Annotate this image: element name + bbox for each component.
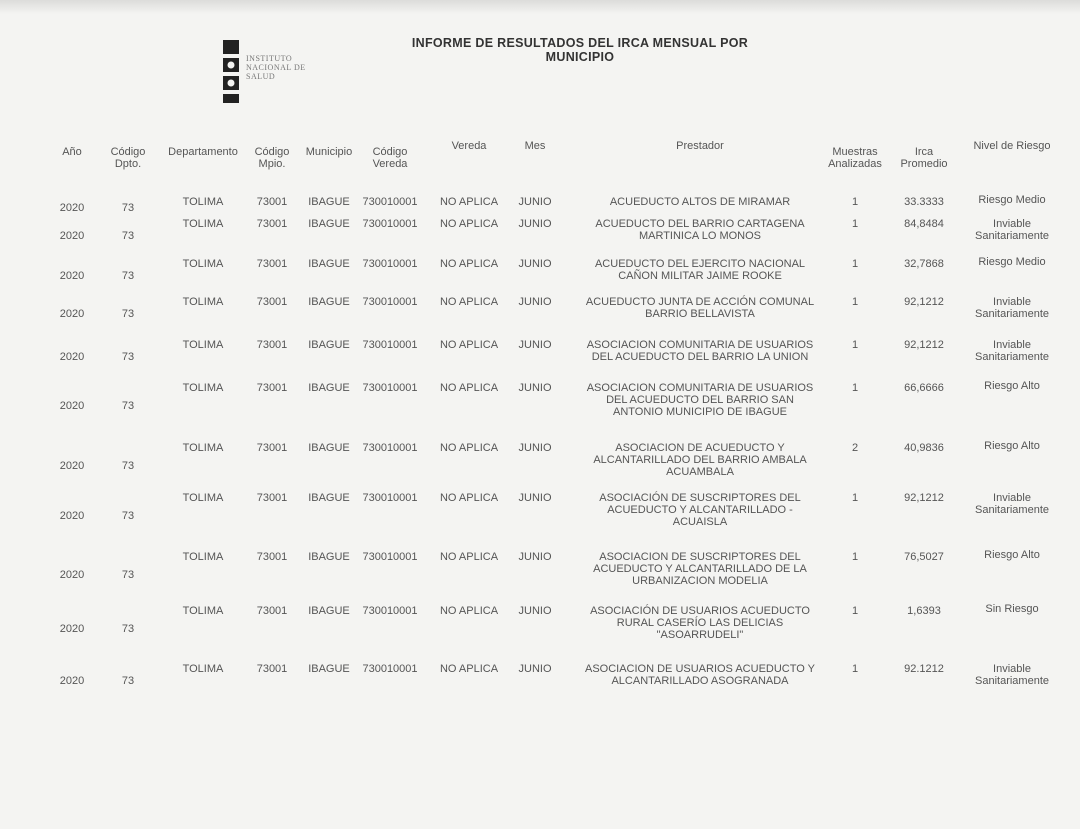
cell-departamento: TOLIMA [182,196,224,208]
cell-vereda: NO APLICA [439,442,499,454]
header-vereda: Vereda [451,140,487,152]
cell-cod-vereda: 730010001 [362,492,418,504]
cell-vereda: NO APLICA [439,551,499,563]
cell-cod-vereda: 730010001 [362,551,418,563]
cell-prestador-line-1: ASOCIACION DE SUSCRIPTORES DEL [599,551,801,563]
cell-vereda: NO APLICA [439,605,499,617]
cell-muestras: 1 [851,296,859,308]
cell-cod-mpio: 73001 [256,339,288,351]
cell-prestador-line-2: MARTINICA LO MONOS [638,230,762,242]
cell-cod-dpto: 73 [121,460,135,472]
cell-nivel: Riesgo Medio [978,194,1046,206]
cell-mes: JUNIO [518,663,552,675]
cell-irca: 1,6393 [907,605,941,617]
cell-mes: JUNIO [518,492,552,504]
cell-prestador-line-2: ACUEDUCTO Y ALCANTARILLADO DE LA [593,563,807,575]
cell-cod-dpto: 73 [121,400,135,412]
logo-line-2: NACIONAL DE [246,63,306,72]
logo-line-3: SALUD [246,72,276,81]
report-title-line-2: MUNICIPIO [545,50,615,64]
cell-anio: 2020 [59,510,85,522]
cell-prestador-line-2: CAÑON MILITAR JAIME ROOKE [618,270,782,282]
cell-nivel-line-1: Inviable [993,218,1031,230]
cell-muestras: 1 [851,196,859,208]
cell-anio: 2020 [59,623,85,635]
cell-vereda: NO APLICA [439,492,499,504]
cell-cod-mpio: 73001 [256,258,288,270]
cell-municipio: IBAGUE [308,442,350,454]
header-cod-dpto-line-1: Código [110,146,146,158]
header-irca-line-2: Promedio [900,158,948,170]
cell-cod-mpio: 73001 [256,492,288,504]
cell-cod-mpio: 73001 [256,605,288,617]
cell-vereda: NO APLICA [439,296,499,308]
cell-anio: 2020 [59,569,85,581]
header-departamento: Departamento [168,146,238,158]
cell-nivel: Riesgo Alto [984,549,1040,561]
header-cod-dpto-line-2: Dpto. [114,158,142,170]
cell-irca: 84,8484 [904,218,944,230]
cell-cod-vereda: 730010001 [362,218,418,230]
cell-anio: 2020 [59,675,85,687]
cell-departamento: TOLIMA [182,296,224,308]
cell-muestras: 2 [851,442,859,454]
cell-prestador-line-2: ACUEDUCTO Y ALCANTARILLADO - [607,504,793,516]
cell-cod-dpto: 73 [121,308,135,320]
header-cod-vereda-line-1: Código [372,146,408,158]
cell-prestador-line-2: RURAL CASERÍO LAS DELICIAS [616,617,784,629]
cell-cod-vereda: 730010001 [362,196,418,208]
cell-mes: JUNIO [518,382,552,394]
cell-vereda: NO APLICA [439,382,499,394]
cell-irca: 92,1212 [904,339,944,351]
cell-anio: 2020 [59,460,85,472]
cell-irca: 40,9836 [904,442,944,454]
cell-municipio: IBAGUE [308,258,350,270]
header-mes: Mes [524,140,546,152]
cell-cod-dpto: 73 [121,623,135,635]
header-prestador: Prestador [676,140,724,152]
cell-cod-vereda: 730010001 [362,382,418,394]
cell-anio: 2020 [59,351,85,363]
cell-cod-vereda: 730010001 [362,296,418,308]
cell-municipio: IBAGUE [308,551,350,563]
cell-muestras: 1 [851,382,859,394]
cell-nivel-line-2: Sanitariamente [975,230,1049,242]
cell-vereda: NO APLICA [439,196,499,208]
header-nivel: Nivel de Riesgo [973,140,1051,152]
cell-prestador-line-2: DEL ACUEDUCTO DEL BARRIO SAN [606,394,794,406]
cell-irca: 92,1212 [904,296,944,308]
cell-cod-vereda: 730010001 [362,258,418,270]
cell-nivel: Riesgo Alto [984,440,1040,452]
cell-cod-mpio: 73001 [256,442,288,454]
cell-vereda: NO APLICA [439,663,499,675]
cell-mes: JUNIO [518,551,552,563]
cell-anio: 2020 [59,202,85,214]
cell-departamento: TOLIMA [182,551,224,563]
logo-line-1: INSTITUTO [246,54,293,63]
cell-cod-vereda: 730010001 [362,442,418,454]
cell-nivel-line-1: Inviable [993,492,1031,504]
cell-nivel-line-2: Sanitariamente [975,675,1049,687]
cell-nivel-line-2: Sanitariamente [975,504,1049,516]
cell-cod-dpto: 73 [121,569,135,581]
cell-prestador-line-3: ACUAMBALA [666,466,734,478]
cell-prestador-line-3: URBANIZACION MODELIA [632,575,768,587]
cell-cod-mpio: 73001 [256,218,288,230]
cell-departamento: TOLIMA [182,492,224,504]
cell-departamento: TOLIMA [182,382,224,394]
cell-municipio: IBAGUE [308,605,350,617]
cell-nivel-line-2: Sanitariamente [975,308,1049,320]
cell-irca: 33.3333 [904,196,944,208]
cell-muestras: 1 [851,339,859,351]
cell-muestras: 1 [851,492,859,504]
cell-mes: JUNIO [518,218,552,230]
cell-prestador-line-1: ACUEDUCTO DEL BARRIO CARTAGENA [595,218,805,230]
header-irca-line-1: Irca [914,146,934,158]
cell-vereda: NO APLICA [439,218,499,230]
cell-cod-vereda: 730010001 [362,339,418,351]
cell-irca: 32,7868 [904,258,944,270]
cell-prestador-line-2: ALCANTARILLADO DEL BARRIO AMBALA [593,454,807,466]
cell-vereda: NO APLICA [439,339,499,351]
cell-departamento: TOLIMA [182,218,224,230]
cell-nivel: Sin Riesgo [985,603,1039,615]
cell-prestador-line-2: ALCANTARILLADO ASOGRANADA [611,675,789,687]
cell-irca: 92.1212 [904,663,944,675]
cell-prestador-line-2: DEL ACUEDUCTO DEL BARRIO LA UNION [591,351,809,363]
cell-cod-dpto: 73 [121,351,135,363]
cell-muestras: 1 [851,663,859,675]
cell-cod-vereda: 730010001 [362,605,418,617]
cell-mes: JUNIO [518,605,552,617]
cell-cod-mpio: 73001 [256,551,288,563]
cell-cod-dpto: 73 [121,510,135,522]
cell-prestador: ACUEDUCTO ALTOS DE MIRAMAR [609,196,791,208]
cell-prestador-line-1: ASOCIACION COMUNITARIA DE USUARIOS [586,339,814,351]
cell-prestador-line-1: ASOCIACION DE USUARIOS ACUEDUCTO Y [584,663,816,675]
cell-cod-mpio: 73001 [256,296,288,308]
cell-nivel-line-2: Sanitariamente [975,351,1049,363]
cell-departamento: TOLIMA [182,339,224,351]
cell-vereda: NO APLICA [439,258,499,270]
cell-municipio: IBAGUE [308,196,350,208]
cell-municipio: IBAGUE [308,492,350,504]
cell-muestras: 1 [851,605,859,617]
cell-cod-mpio: 73001 [256,382,288,394]
header-cod-mpio-line-2: Mpio. [258,158,286,170]
cell-anio: 2020 [59,308,85,320]
cell-cod-vereda: 730010001 [362,663,418,675]
cell-cod-dpto: 73 [121,675,135,687]
cell-irca: 92,1212 [904,492,944,504]
cell-mes: JUNIO [518,296,552,308]
cell-prestador-line-1: ACUEDUCTO DEL EJERCITO NACIONAL [594,258,806,270]
cell-departamento: TOLIMA [182,258,224,270]
header-muestras-line-1: Muestras [832,146,878,158]
cell-prestador-line-1: ASOCIACIÓN DE USUARIOS ACUEDUCTO [590,605,810,617]
cell-anio: 2020 [59,400,85,412]
cell-mes: JUNIO [518,258,552,270]
cell-nivel: Riesgo Medio [978,256,1046,268]
cell-nivel-line-1: Inviable [993,663,1031,675]
cell-prestador-line-1: ASOCIACION DE ACUEDUCTO Y [615,442,785,454]
cell-municipio: IBAGUE [308,218,350,230]
cell-prestador-line-3: ACUAISLA [672,516,728,528]
cell-prestador-line-3: ANTONIO MUNICIPIO DE IBAGUE [613,406,787,418]
cell-municipio: IBAGUE [308,339,350,351]
cell-departamento: TOLIMA [182,442,224,454]
cell-anio: 2020 [59,270,85,282]
cell-irca: 76,5027 [904,551,944,563]
report-title-line-1: INFORME DE RESULTADOS DEL IRCA MENSUAL POR [411,36,749,50]
cell-departamento: TOLIMA [182,663,224,675]
cell-muestras: 1 [851,258,859,270]
cell-cod-dpto: 73 [121,230,135,242]
cell-prestador-line-3: "ASOARRUDELI" [656,629,744,641]
header-cod-vereda-line-2: Vereda [372,158,408,170]
cell-prestador-line-1: ASOCIACION COMUNITARIA DE USUARIOS [586,382,814,394]
cell-cod-dpto: 73 [121,270,135,282]
cell-departamento: TOLIMA [182,605,224,617]
cell-municipio: IBAGUE [308,382,350,394]
cell-municipio: IBAGUE [308,663,350,675]
cell-cod-mpio: 73001 [256,663,288,675]
cell-nivel: Riesgo Alto [984,380,1040,392]
cell-cod-dpto: 73 [121,202,135,214]
cell-mes: JUNIO [518,196,552,208]
cell-muestras: 1 [851,218,859,230]
cell-prestador-line-2: BARRIO BELLAVISTA [645,308,755,320]
header-municipio: Municipio [305,146,353,158]
cell-irca: 66,6666 [904,382,944,394]
cell-municipio: IBAGUE [308,296,350,308]
cell-prestador-line-1: ASOCIACIÓN DE SUSCRIPTORES DEL [599,492,801,504]
cell-mes: JUNIO [518,339,552,351]
cell-prestador-line-1: ACUEDUCTO JUNTA DE ACCIÓN COMUNAL [585,296,815,308]
cell-anio: 2020 [59,230,85,242]
cell-muestras: 1 [851,551,859,563]
header-muestras-line-2: Analizadas [828,158,882,170]
cell-mes: JUNIO [518,442,552,454]
cell-cod-mpio: 73001 [256,196,288,208]
header-cod-mpio-line-1: Código [254,146,290,158]
header-anio: Año [62,146,82,158]
cell-nivel-line-1: Inviable [993,339,1031,351]
cell-nivel-line-1: Inviable [993,296,1031,308]
